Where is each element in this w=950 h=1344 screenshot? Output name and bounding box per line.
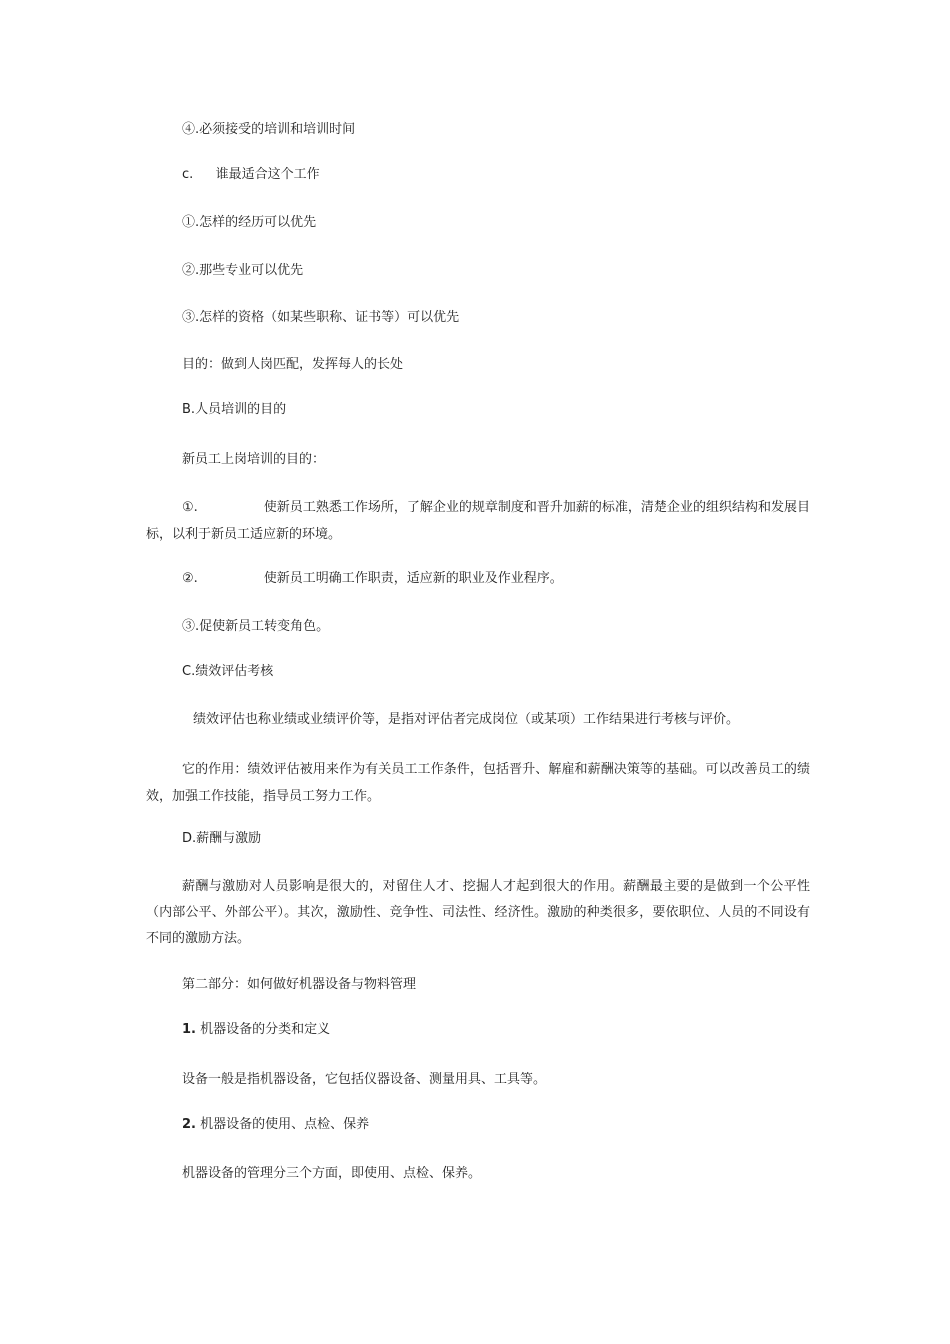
paragraph-text: 它的作用：绩效评估被用来作为有关员工工作条件，包括晋升、解雇和薪酬决策等的基础。可以改善员工的绩效，加强工作技能，指导员工努力工作。 — [146, 762, 810, 804]
training-purpose-1 — [146, 494, 810, 548]
item-text: ③.怎样的资格（如某些职称、证书等）可以优先 — [182, 310, 460, 325]
performance-definition — [193, 711, 739, 729]
section-title: 绩效评估考核 — [195, 664, 274, 679]
part-two-heading — [182, 976, 416, 994]
section-b-heading — [182, 401, 286, 419]
section-title: 机器设备的使用、点检、保养 — [200, 1117, 370, 1132]
section-c-performance-heading — [182, 663, 273, 681]
section-title: 谁最适合这个工作 — [215, 167, 320, 182]
section-marker: B. — [182, 402, 196, 417]
item-text: 使新员工明确工作职责，适应新的职业及作业程序。 — [263, 571, 563, 586]
item-text: 设备一般是指机器设备，它包括仪器设备、测量用具、工具等。 — [182, 1072, 547, 1087]
new-staff-training-heading — [182, 451, 325, 469]
section-marker: C. — [182, 664, 196, 679]
training-time-item — [182, 121, 355, 139]
training-purpose-2 — [182, 570, 563, 588]
performance-role-paragraph — [146, 756, 810, 810]
item-text: ①.怎样的经历可以优先 — [182, 215, 317, 230]
equipment-management-line — [182, 1165, 481, 1183]
equipment-usage-heading — [182, 1116, 369, 1134]
item-text: ③.促使新员工转变角色。 — [182, 619, 330, 634]
section-title: 机器设备的分类和定义 — [200, 1022, 331, 1037]
major-item — [182, 262, 303, 280]
section-d-heading — [182, 830, 261, 848]
section-title: 人员培训的目的 — [195, 402, 287, 417]
item-text: ④.必须接受的培训和培训时间 — [182, 122, 356, 137]
equipment-classification-heading — [182, 1021, 330, 1039]
paragraph-text: 绩效评估也称业绩或业绩评价等，是指对评估者完成岗位（或某项）工作结果进行考核与评价。 — [193, 712, 740, 727]
compensation-paragraph — [146, 874, 810, 952]
equipment-definition — [182, 1071, 546, 1089]
item-text: ②.那些专业可以优先 — [182, 263, 304, 278]
purpose-line — [182, 356, 403, 374]
experience-item — [182, 214, 316, 232]
paragraph-text: 薪酬与激励对人员影响是很大的，对留住人才、挖掘人才起到很大的作用。薪酬最主要的是做到一个公平性（内部公平、外部公平）。其次，激励性、竞争性、司法性、经济性。激励的种类很多，要依职位、人员的不同设有不同的激励方法。 — [146, 879, 810, 946]
item-marker: ①. — [182, 500, 198, 515]
item-text: 机器设备的管理分三个方面，即使用、点检、保养。 — [182, 1166, 482, 1181]
section-title: 薪酬与激励 — [196, 831, 262, 846]
item-text: 目的：做到人岗匹配，发挥每人的长处 — [182, 357, 404, 372]
qualification-item — [182, 309, 459, 327]
section-marker: 2. — [182, 1117, 196, 1132]
item-text: 使新员工熟悉工作场所，了解企业的规章制度和晋升加薪的标准，清楚企业的组织结构和发展目标，以利于新员工适应新的环境。 — [146, 500, 810, 542]
item-text: 第二部分：如何做好机器设备与物料管理 — [182, 977, 417, 992]
section-c-heading — [182, 166, 320, 184]
section-marker: 1. — [182, 1022, 196, 1037]
item-marker: ②. — [182, 571, 198, 586]
training-purpose-3 — [182, 618, 329, 636]
section-marker: D. — [182, 831, 197, 846]
section-marker: c. — [182, 167, 194, 182]
item-text: 新员工上岗培训的目的： — [182, 452, 326, 467]
